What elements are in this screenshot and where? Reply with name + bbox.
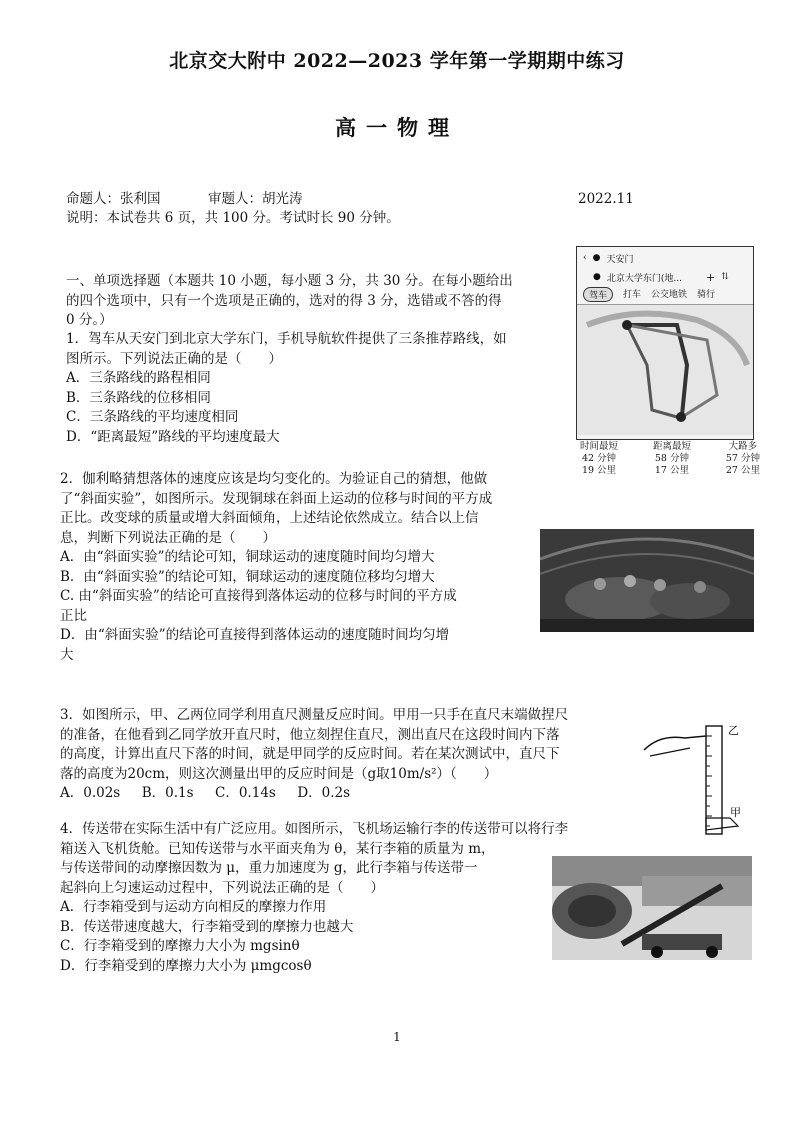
section-heading-line: 的四个选项中，只有一个选项是正确的，选对的得 3 分，选错或不答的得 bbox=[66, 292, 502, 309]
map-to-row bbox=[577, 269, 753, 285]
option-c: C．0.14s bbox=[215, 785, 276, 801]
question-stem: 箱送入飞机货舱。已知传送带与水平面夹角为 θ，某行李箱的质量为 m， bbox=[60, 840, 495, 857]
question-stem: 正比。改变球的质量或增大斜面倾角，上述结论依然成立。结合以上信 bbox=[60, 510, 479, 526]
option-c: C．行李箱受到的摩擦力大小为 mgsinθ bbox=[60, 938, 300, 954]
author: 命题人：张利国 bbox=[66, 191, 161, 207]
option-b: B．0.1s bbox=[141, 785, 194, 801]
question-2 bbox=[60, 470, 560, 665]
option-d: D．0.2s bbox=[297, 785, 351, 801]
exam-title: 北京交大附中 2022—2023 学年第一学期期中练习 bbox=[169, 50, 625, 72]
question-stem: 3．如图所示，甲、乙两位同学利用直尺测量反应时间。甲用一只手在直尺末端做捏尺 bbox=[60, 707, 569, 723]
conveyor-graphic bbox=[552, 856, 752, 960]
question-stem: 图所示。下列说法正确的是（ ） bbox=[66, 350, 282, 367]
question-stem: 落的高度为20cm，则这次测量出甲的反应时间是（g取10m/s²）（ ） bbox=[60, 765, 498, 782]
tab-drive: 驾车 bbox=[583, 287, 613, 302]
section-heading bbox=[66, 272, 566, 331]
page-number: 1 bbox=[393, 1030, 401, 1044]
option-d: D．行李箱受到的摩擦力大小为 μmgcosθ bbox=[60, 957, 312, 974]
option-a: A．行李箱受到与运动方向相反的摩擦力作用 bbox=[60, 899, 327, 915]
route-time: 58 分钟 bbox=[654, 453, 689, 464]
question-stem: 息，判断下列说法正确的是（ ） bbox=[60, 529, 276, 546]
route-name: 大路多 bbox=[728, 441, 758, 452]
map-origin: 天安门 bbox=[606, 254, 634, 265]
route-option bbox=[580, 441, 618, 477]
question-stem: 2．伽利略猜想落体的速度应该是均匀变化的。为验证自己的猜想，他做 bbox=[60, 471, 488, 487]
route-name: 距离最短 bbox=[652, 441, 691, 452]
airport-conveyor-figure bbox=[552, 856, 752, 960]
option-c: C．三条路线的平均速度相同 bbox=[66, 409, 239, 425]
destination-dot-icon: ● bbox=[593, 272, 601, 282]
navigation-map-figure bbox=[576, 246, 754, 440]
route-option bbox=[653, 441, 691, 477]
painting-graphic bbox=[540, 529, 754, 632]
galileo-painting-figure bbox=[540, 529, 754, 632]
question-1 bbox=[66, 330, 566, 447]
map-from-row bbox=[577, 247, 753, 269]
option-d: D．由“斜面实验”的结论可直接得到落体运动的速度随时间均匀增 bbox=[60, 627, 450, 643]
option-b: B．由“斜面实验”的结论可知，铜球运动的速度随位移均匀增大 bbox=[60, 568, 435, 585]
option-d: D．“距离最短”路线的平均速度最大 bbox=[66, 428, 280, 445]
question-stem: 的高度，计算出直尺下落的时间，就是甲同学的反应时间。若在某次测试中，直尺下 bbox=[60, 746, 560, 762]
question-stem: 起斜向上匀速运动过程中，下列说法正确的是（ ） bbox=[60, 879, 384, 896]
route-time: 57 分钟 bbox=[725, 453, 760, 464]
option-b: B．传送带速度越大，行李箱受到的摩擦力也越大 bbox=[60, 918, 354, 935]
section-heading-line: 0 分。） bbox=[66, 312, 113, 328]
label-jia: 甲 bbox=[730, 806, 741, 819]
route-distance: 17 公里 bbox=[654, 465, 689, 476]
tab-transit: 公交地铁 bbox=[651, 290, 688, 300]
option-a: A．由“斜面实验”的结论可知，铜球运动的速度随时间均匀增大 bbox=[60, 549, 435, 565]
section-heading-line: 一、单项选择题（本题共 10 小题，每小题 3 分，共 30 分。在每小题给出 bbox=[66, 273, 513, 289]
route-option bbox=[726, 441, 760, 477]
option-b: B．三条路线的位移相同 bbox=[66, 389, 211, 406]
map-destination: 北京大学东门(地... bbox=[606, 273, 682, 284]
question-stem: 4．传送带在实际生活中有广泛应用。如图所示，飞机场运输行李的传送带可以将行李 bbox=[60, 821, 569, 837]
question-stem: 了“斜面实验”，如图所示。发现铜球在斜面上运动的位移与时间的平方成 bbox=[60, 490, 493, 507]
question-3 bbox=[60, 706, 660, 804]
question-stem: 的准备，在他看到乙同学放开直尺时，他立刻捏住直尺，测出直尺在这段时间内下落 bbox=[60, 726, 560, 743]
origin-dot-icon: ● bbox=[592, 253, 601, 263]
label-yi: 乙 bbox=[728, 724, 739, 737]
route-stats bbox=[580, 441, 760, 477]
route-name: 时间最短 bbox=[580, 441, 619, 452]
exam-note: 说明：本试卷共 6 页，共 100 分。考试时长 90 分钟。 bbox=[66, 210, 400, 226]
exam-date: 2022.11 bbox=[578, 191, 634, 207]
back-arrow-icon: ‹ bbox=[583, 253, 587, 263]
plus-icon: + bbox=[705, 270, 716, 284]
route-distance: 19 公里 bbox=[581, 465, 617, 476]
route-time: 42 分钟 bbox=[581, 453, 617, 464]
question-stem: 与传送带间的动摩擦因数为 μ，重力加速度为 g，此行李箱与传送带一 bbox=[60, 860, 478, 876]
option-a: A．0.02s bbox=[60, 785, 121, 801]
question-stem: 1．驾车从天安门到北京大学东门，手机导航软件提供了三条推荐路线，如 bbox=[66, 331, 507, 347]
subject-title: 高一物理 bbox=[335, 115, 459, 140]
option-c: C. 由“斜面实验”的结论可直接得到落体运动的位移与时间的平方成 bbox=[60, 588, 457, 604]
map-mode-tabs bbox=[577, 285, 753, 305]
swap-icon: ⇅ bbox=[721, 272, 729, 282]
options-row bbox=[60, 784, 660, 804]
route-distance: 27 公里 bbox=[725, 465, 760, 476]
option-d-cont: 大 bbox=[60, 646, 74, 663]
map-routes-graphic bbox=[577, 305, 753, 435]
reviewer: 审题人：胡光涛 bbox=[208, 191, 303, 207]
tab-taxi: 打车 bbox=[623, 290, 642, 300]
option-a: A．三条路线的路程相同 bbox=[66, 370, 211, 386]
tab-bike: 骑行 bbox=[697, 290, 716, 300]
option-c-cont: 正比 bbox=[60, 607, 87, 624]
